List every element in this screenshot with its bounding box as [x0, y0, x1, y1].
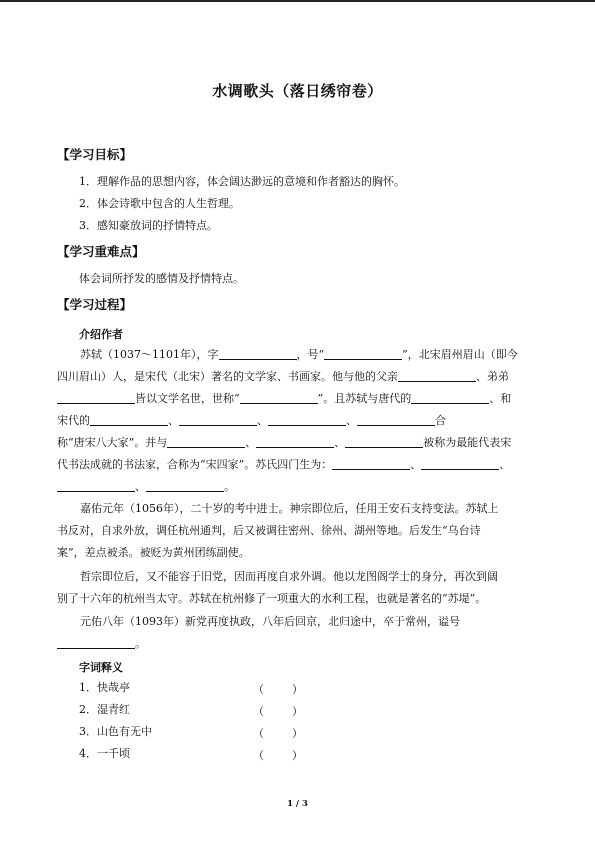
top-border [0, 0, 595, 2]
blank-song-1[interactable] [90, 414, 168, 426]
blank-student-4[interactable] [146, 480, 224, 492]
author-line-6: 代书法成就的书法家，合称为“宋四家”。苏氏四门生为： 、 、 [57, 458, 511, 471]
goal-item-1: 1．理解作品的思想内容，体会阔达渺远的意境和作者豁达的胸怀。 [79, 175, 405, 188]
vocab-item-3: 3．山色有无中 [79, 725, 152, 738]
vocab-subheading: 字词释义 [79, 661, 123, 674]
goal-item-2: 2．体会诗歌中包含的人生哲理。 [79, 197, 240, 210]
blank-student-2[interactable] [421, 458, 499, 470]
blank-brother[interactable] [57, 392, 135, 404]
bio-paragraph-2-line-1: 嘉佑元年（1056年），二十岁的考中进士。神宗即位后，任用王安石支持变法。苏轼上 [80, 502, 499, 515]
vocab-answer-3[interactable]: （ ） [253, 727, 303, 740]
blank-song-4[interactable] [357, 414, 435, 426]
blank-father[interactable] [398, 370, 476, 382]
section-goals-heading: 【学习目标】 [57, 147, 133, 162]
vocab-item-2: 2．湿青红 [79, 703, 130, 716]
blank-student-1[interactable] [332, 458, 410, 470]
page-title: 水调歌头（落日绣帘卷） [212, 82, 383, 100]
bio-paragraph-3-line-2: 别了十六年的杭州当太守。苏轼在杭州修了一项重大的水利工程，也就是著名的“苏堤”。 [57, 592, 487, 605]
vocab-item-1: 1．快哉亭 [79, 681, 130, 694]
author-line-3: 皆以文学名世，世称“ ”。且苏轼与唐代的 、和 [57, 392, 547, 406]
vocab-answer-4[interactable]: （ ） [253, 749, 303, 762]
vocab-answer-1[interactable]: （ ） [253, 683, 303, 696]
blank-song-2[interactable] [179, 414, 257, 426]
keypoints-text: 体会词所抒发的感情及抒情特点。 [79, 272, 244, 285]
blank-title[interactable] [240, 392, 318, 404]
bio-paragraph-2-line-3: 案”，差点被杀。被贬为黄州团练副使。 [57, 546, 250, 559]
blank-calligrapher-1[interactable] [167, 436, 245, 448]
author-line-7: 、 。 [57, 480, 547, 494]
author-subheading: 介绍作者 [79, 328, 123, 341]
blank-song-3[interactable] [268, 414, 346, 426]
section-process-heading: 【学习过程】 [57, 297, 133, 312]
blank-tang-1[interactable] [411, 392, 489, 404]
blank-posthumous-title[interactable] [57, 637, 135, 649]
blank-hao[interactable] [324, 348, 402, 360]
page-number: 1 / 3 [287, 799, 308, 809]
blank-student-3[interactable] [57, 480, 135, 492]
author-line-1: 苏轼（1037～1101年），字 ，号“ ”，北宋眉州眉山（即今 [80, 348, 518, 361]
vocab-item-4: 4．一千顷 [79, 747, 130, 760]
blank-calligrapher-2[interactable] [256, 436, 334, 448]
goal-item-3: 3．感知豪放词的抒情特点。 [79, 219, 218, 232]
bio-paragraph-4-line-1: 元佑八年（1093年）新党再度执政，八年后回京，北归途中，卒于常州，谥号 [80, 615, 460, 628]
section-keypoints-heading: 【学习重难点】 [57, 244, 145, 259]
author-line-5: 称“唐宋八大家”。并与 、 、 被称为最能代表宋 [57, 436, 512, 449]
blank-zi[interactable] [219, 348, 297, 360]
author-line-4: 宋代的 、 、 、 合 [57, 414, 446, 427]
bio-paragraph-2-line-2: 书反对，自求外放，调任杭州通判，后又被调往密州、徐州、湖州等地。后发生“乌台诗 [57, 524, 481, 537]
bio-paragraph-3-line-1: 哲宗即位后，又不能容于旧党，因而再度自求外调。他以龙图阁学士的身分，再次到阔 [80, 570, 498, 583]
author-line-2: 四川眉山）人，是宋代（北宋）著名的文学家、书画家。他与他的父亲 、弟弟 [57, 370, 509, 383]
bio-paragraph-4-line-2: 。 [57, 637, 547, 651]
vocab-answer-2[interactable]: （ ） [253, 705, 303, 718]
blank-calligrapher-3[interactable] [345, 436, 423, 448]
